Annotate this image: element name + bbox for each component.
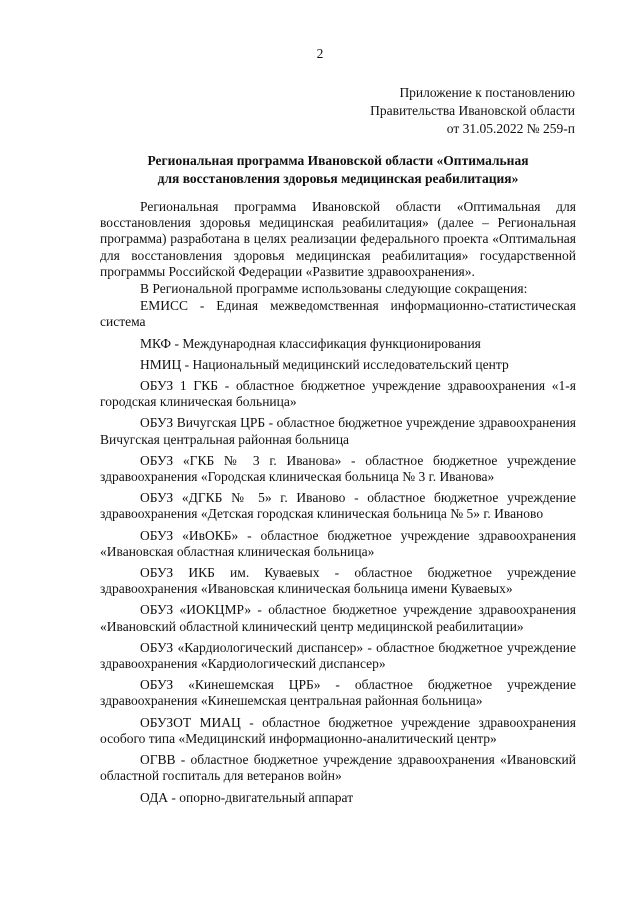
abbreviation-item: ОБУЗ «ИОКЦМР» - областное бюджетное учреждение здравоохранения «Ивановский областной клинический центр медицинской реабилитации» [100, 602, 576, 634]
abbreviations-heading: В Региональной программе использованы следующие сокращения: [140, 281, 528, 297]
abbreviation-item: ОБУЗ «Кинешемская ЦРБ» - областное бюджетное учреждение здравоохранения «Кинешемская центральная районная больница» [100, 677, 576, 709]
document-title [100, 152, 576, 188]
title-line: Региональная программа Ивановской области «Оптимальная [147, 153, 529, 168]
abbreviation-item: ОБУЗ «ИвОКБ» - областное бюджетное учреждение здравоохранения «Ивановская областная клиническая больница» [100, 527, 576, 559]
abbreviation-item: ОБУЗ «ГКБ № 3 г. Иванова» - областное бюджетное учреждение здравоохранения «Городская клиническая больница № 3 г. Иванова» [100, 452, 576, 485]
abbreviation-item: ОБУЗ 1 ГКБ - областное бюджетное учреждение здравоохранения «1-я городская клиническая больница» [100, 378, 576, 410]
title-line: для восстановления здоровья медицинская реабилитация» [157, 171, 519, 186]
intro-paragraph: Региональная программа Ивановской области «Оптимальная для восстановления здоровья медицинская реабилитация» (далее – Региональная программа) разработана в целях реализации федерального проекта «Оптимальная для восстановления здоровья медицинская реабилитация» государственной программы Российской Федерации «Развитие здравоохранения». [100, 199, 576, 279]
abbreviation-item: ОГВВ - областное бюджетное учреждение здравоохранения «Ивановский областной госпиталь для ветеранов войн» [100, 752, 576, 784]
abbreviation-item: ОБУЗ «Кардиологический диспансер» - областное бюджетное учреждение здравоохранения «Кардиологический диспансер» [100, 639, 576, 672]
document-body [100, 199, 576, 807]
page-number: 2 [316, 46, 324, 61]
abbreviation-item: ОБУЗ Вичугская ЦРБ - областное бюджетное учреждение здравоохранения Вичугская центральная районная больница [100, 415, 576, 447]
appendix-reference [370, 84, 575, 138]
abbreviation-item: ОБУЗ «ДГКБ № 5» г. Иваново - областное бюджетное учреждение здравоохранения «Детская городская клиническая больница № 5» г. Иваново [100, 490, 576, 522]
abbreviation-item: ЕМИСС - Единая межведомственная информационно-статистическая система [100, 298, 576, 330]
abbreviation-item: МКФ - Международная классификация функционирования [140, 335, 481, 351]
abbreviation-item: НМИЦ - Национальный медицинский исследовательский центр [140, 356, 509, 372]
abbreviation-item: ОБУЗОТ МИАЦ - областное бюджетное учреждение здравоохранения особого типа «Медицинский информационно-аналитический центр» [100, 714, 576, 746]
appendix-line: Приложение к постановлению [399, 85, 575, 100]
abbreviation-item: ОБУЗ ИКБ им. Куваевых - областное бюджетное учреждение здравоохранения «Ивановская клиническая больница имени Куваевых» [100, 565, 576, 597]
appendix-line: Правительства Ивановской области [370, 103, 575, 118]
abbreviation-item: ОДА - опорно-двигательный аппарат [140, 789, 354, 805]
appendix-line: от 31.05.2022 № 259-п [446, 121, 575, 136]
